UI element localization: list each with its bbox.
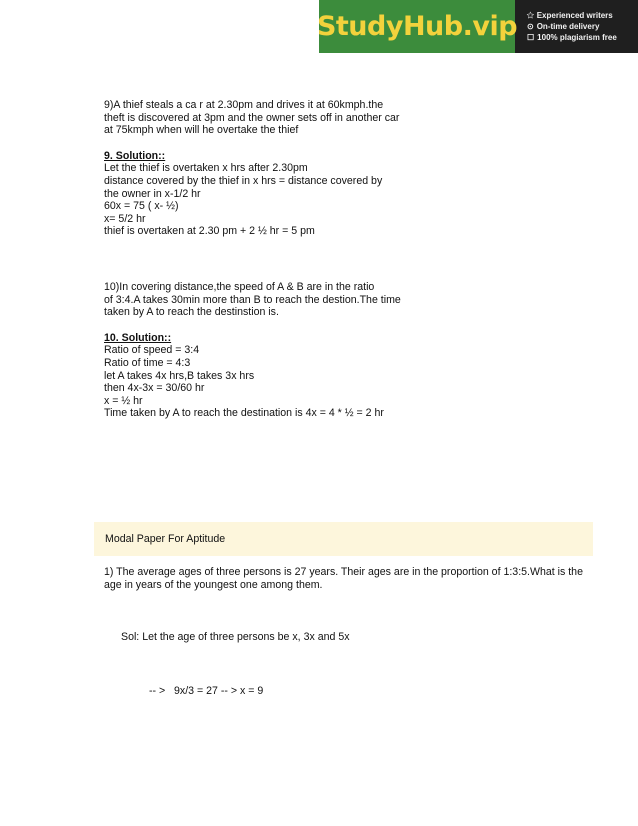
feature-item	[527, 33, 638, 42]
solution-line: then 4x-3x = 30/60 hr	[104, 382, 205, 395]
question-line: 9)A thief steals a ca r at 2.30pm and drives it at 60kmph.the	[104, 99, 384, 111]
solution-line: x= 5/2 hr	[104, 212, 146, 225]
solution-line: 60x = 75 ( x- ½)	[104, 200, 179, 213]
question-1	[104, 566, 584, 592]
solution-line: distance covered by the thief in x hrs = distance covered by	[104, 174, 383, 187]
feature-item	[527, 11, 638, 20]
logo-text: StudyHub.vip	[316, 11, 518, 42]
question-line: theft is discovered at 3pm and the owner sets off in another car	[104, 111, 400, 124]
solution-line: x = ½ hr	[104, 394, 143, 407]
star-icon: ✩	[527, 11, 534, 20]
feature-label: Experienced writers	[536, 11, 613, 20]
question-10	[104, 281, 401, 420]
feature-label: On-time delivery	[536, 22, 600, 31]
studyhub-logo[interactable]	[316, 0, 518, 53]
section-header	[94, 522, 593, 556]
studyhub-banner[interactable]	[316, 0, 638, 53]
question-line: 10)In covering distance,the speed of A & B are in the ratio	[104, 281, 375, 293]
question-line: 1) The average ages of three persons is 27 years. Their ages are in the proportion of 1:3:5.What is the	[104, 566, 583, 578]
solution-line: the owner in x-1/2 hr	[104, 187, 201, 200]
document-check-icon: ☐	[527, 33, 535, 42]
solution-heading: 9. Solution::	[104, 149, 166, 162]
solution-heading: 10. Solution::	[104, 331, 172, 344]
solution-line: Time taken by A to reach the destination is 4x = 4 * ½ = 2 hr	[104, 407, 384, 420]
clock-icon: ⊙	[527, 22, 534, 31]
question-line: of 3:4.A takes 30min more than B to reach the destion.The time	[104, 293, 401, 306]
question-line: taken by A to reach the destinstion is.	[104, 306, 279, 319]
question-1-solution: Sol: Let the age of three persons be x, 3x and 5x	[121, 631, 350, 643]
question-line: at 75kmph when will he overtake the thief	[104, 124, 299, 137]
feature-item	[527, 22, 638, 31]
question-1-step: -- > 9x/3 = 27 -- > x = 9	[149, 685, 264, 697]
question-line: age in years of the youngest one among them.	[104, 579, 323, 591]
solution-line: Ratio of time = 4:3	[104, 356, 191, 369]
solution-line: Ratio of speed = 3:4	[104, 344, 200, 357]
solution-line: Let the thief is overtaken x hrs after 2.30pm	[104, 162, 308, 175]
question-9	[104, 99, 399, 238]
feature-list	[515, 0, 638, 53]
section-title: Modal Paper For Aptitude	[105, 533, 226, 545]
solution-line: thief is overtaken at 2.30 pm + 2 ½ hr = 5 pm	[104, 225, 315, 238]
solution-line: let A takes 4x hrs,B takes 3x hrs	[104, 369, 255, 382]
feature-label: 100% plagiarism free	[537, 33, 617, 42]
